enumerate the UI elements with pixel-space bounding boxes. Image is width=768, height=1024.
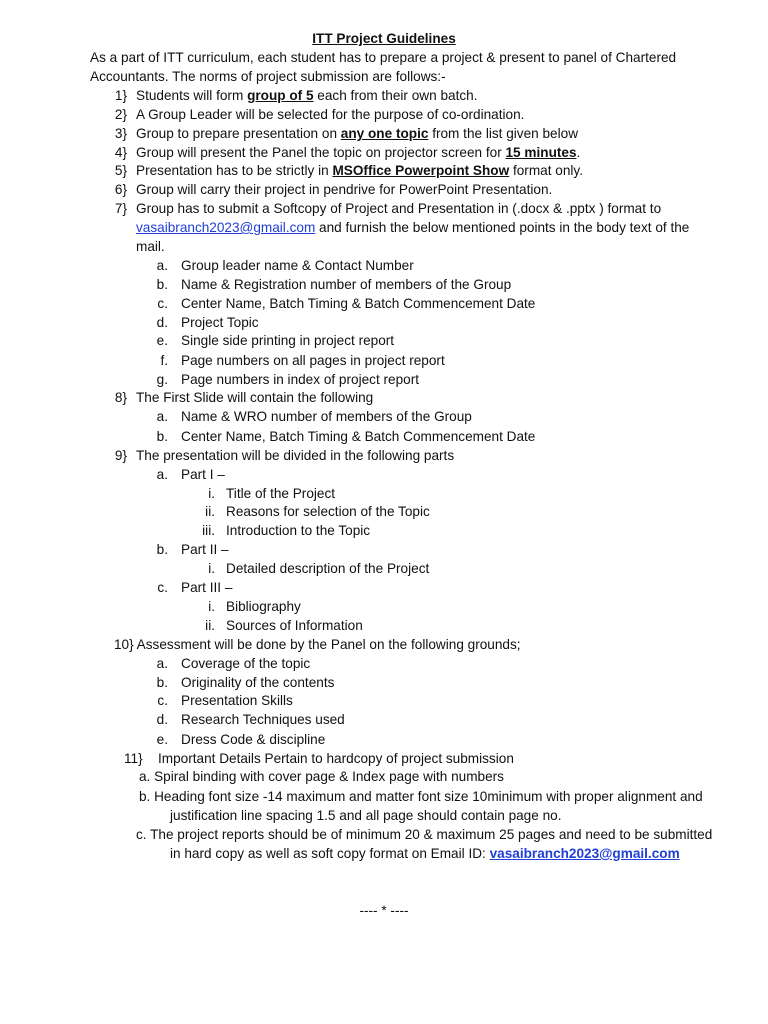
list-item-11-c-line-2: in hard copy as well as soft copy format on Email ID: vasaibranch2023@gmail.com xyxy=(170,846,680,861)
roman-marker: i. xyxy=(208,561,215,576)
document-title: ITT Project Guidelines xyxy=(312,31,456,46)
sub-item: Center Name, Batch Timing & Batch Commencement Date xyxy=(181,296,536,311)
list-item-11-b-line-2: justification line spacing 1.5 and all page should contain page no. xyxy=(170,808,562,823)
sub-marker: a. xyxy=(156,409,168,424)
sub-marker: d. xyxy=(156,315,168,330)
sub-marker: b. xyxy=(156,429,168,444)
item-number: 7} xyxy=(114,201,127,216)
item-number: 6} xyxy=(114,182,127,197)
part-sub-item: Reasons for selection of the Topic xyxy=(226,504,430,519)
item-number: 1} xyxy=(114,88,127,103)
sub-item: Presentation Skills xyxy=(181,693,293,708)
list-item-10: 10} Assessment will be done by the Panel on the following grounds; xyxy=(114,637,521,652)
sub-item: Single side printing in project report xyxy=(181,333,395,348)
sub-item: Project Topic xyxy=(181,315,259,330)
list-item-9: The presentation will be divided in the following parts xyxy=(136,448,455,463)
item-number: 5} xyxy=(114,163,127,178)
sub-marker: d. xyxy=(156,712,168,727)
roman-marker: iii. xyxy=(202,523,215,538)
list-item-11: Important Details Pertain to hardcopy of project submission xyxy=(158,751,514,766)
list-item-1: Students will form group of 5 each from their own batch. xyxy=(136,88,478,103)
intro-line-2: Accountants. The norms of project submission are follows:- xyxy=(90,69,446,84)
item-number: 3} xyxy=(114,126,127,141)
roman-marker: ii. xyxy=(205,618,215,633)
part-sub-item: Detailed description of the Project xyxy=(226,561,430,576)
sub-item: Originality of the contents xyxy=(181,675,335,690)
sub-marker: a. xyxy=(156,258,168,273)
sub-marker: a. xyxy=(156,656,168,671)
item-number: 9} xyxy=(114,448,127,463)
sub-marker: b. xyxy=(156,277,168,292)
item-number: 8} xyxy=(114,390,127,405)
part-sub-item: Introduction to the Topic xyxy=(226,523,371,538)
sub-marker: e. xyxy=(156,333,168,348)
part-heading: Part III – xyxy=(181,580,233,595)
sub-marker: b. xyxy=(156,542,168,557)
list-item-11-c-line-1: c. The project reports should be of minimum 20 & maximum 25 pages and need to be submitted xyxy=(136,827,713,842)
part-sub-item: Bibliography xyxy=(226,599,301,614)
sub-marker: f. xyxy=(160,353,168,368)
sub-item: Dress Code & discipline xyxy=(181,732,326,747)
part-heading: Part II – xyxy=(181,542,229,557)
list-item-7-line-3: mail. xyxy=(136,239,165,254)
email-link[interactable]: vasaibranch2023@gmail.com xyxy=(489,846,680,861)
sub-item: Coverage of the topic xyxy=(181,656,311,671)
sub-item: Page numbers in index of project report xyxy=(181,372,420,387)
sub-marker: g. xyxy=(156,372,168,387)
sub-marker: c. xyxy=(157,296,168,311)
sub-marker: b. xyxy=(156,675,168,690)
sub-item: Name & Registration number of members of the Group xyxy=(181,277,512,292)
sub-item: Research Techniques used xyxy=(181,712,345,727)
sub-item: Page numbers on all pages in project report xyxy=(181,353,445,368)
email-link[interactable]: vasaibranch2023@gmail.com xyxy=(136,220,316,235)
roman-marker: i. xyxy=(208,486,215,501)
list-item-11-b-line-1: b. Heading font size -14 maximum and matter font size 10minimum with proper alignment and xyxy=(139,789,703,804)
list-item-2: A Group Leader will be selected for the purpose of co-ordination. xyxy=(136,107,525,122)
sub-item: Name & WRO number of members of the Group xyxy=(181,409,472,424)
list-item-7-line-2: vasaibranch2023@gmail.com and furnish the below mentioned points in the body text of the xyxy=(136,220,690,235)
footer-separator: ---- * ---- xyxy=(359,903,409,918)
part-sub-item: Sources of Information xyxy=(226,618,363,633)
list-item-8: The First Slide will contain the following xyxy=(136,390,374,405)
list-item-11-a: a. Spiral binding with cover page & Index page with numbers xyxy=(139,769,504,784)
intro-line-1: As a part of ITT curriculum, each student has to prepare a project & present to panel of Chartered xyxy=(90,50,677,65)
sub-item: Center Name, Batch Timing & Batch Commencement Date xyxy=(181,429,536,444)
item-number: 2} xyxy=(114,107,127,122)
sub-marker: c. xyxy=(157,580,168,595)
sub-marker: a. xyxy=(156,467,168,482)
list-item-5: Presentation has to be strictly in MSOffice Powerpoint Show format only. xyxy=(136,163,583,178)
sub-item: Group leader name & Contact Number xyxy=(181,258,414,273)
list-item-6: Group will carry their project in pendrive for PowerPoint Presentation. xyxy=(136,182,553,197)
item-number: 11} xyxy=(124,751,143,766)
item-number: 4} xyxy=(114,145,127,160)
part-heading: Part I – xyxy=(181,467,225,482)
part-sub-item: Title of the Project xyxy=(226,486,336,501)
list-item-7-line-1: Group has to submit a Softcopy of Project and Presentation in (.docx & .pptx ) format to xyxy=(136,201,662,216)
sub-marker: e. xyxy=(156,732,168,747)
list-item-4: Group will present the Panel the topic on projector screen for 15 minutes. xyxy=(136,145,581,160)
list-item-3: Group to prepare presentation on any one topic from the list given below xyxy=(136,126,579,141)
sub-marker: c. xyxy=(157,693,168,708)
roman-marker: i. xyxy=(208,599,215,614)
roman-marker: ii. xyxy=(205,504,215,519)
